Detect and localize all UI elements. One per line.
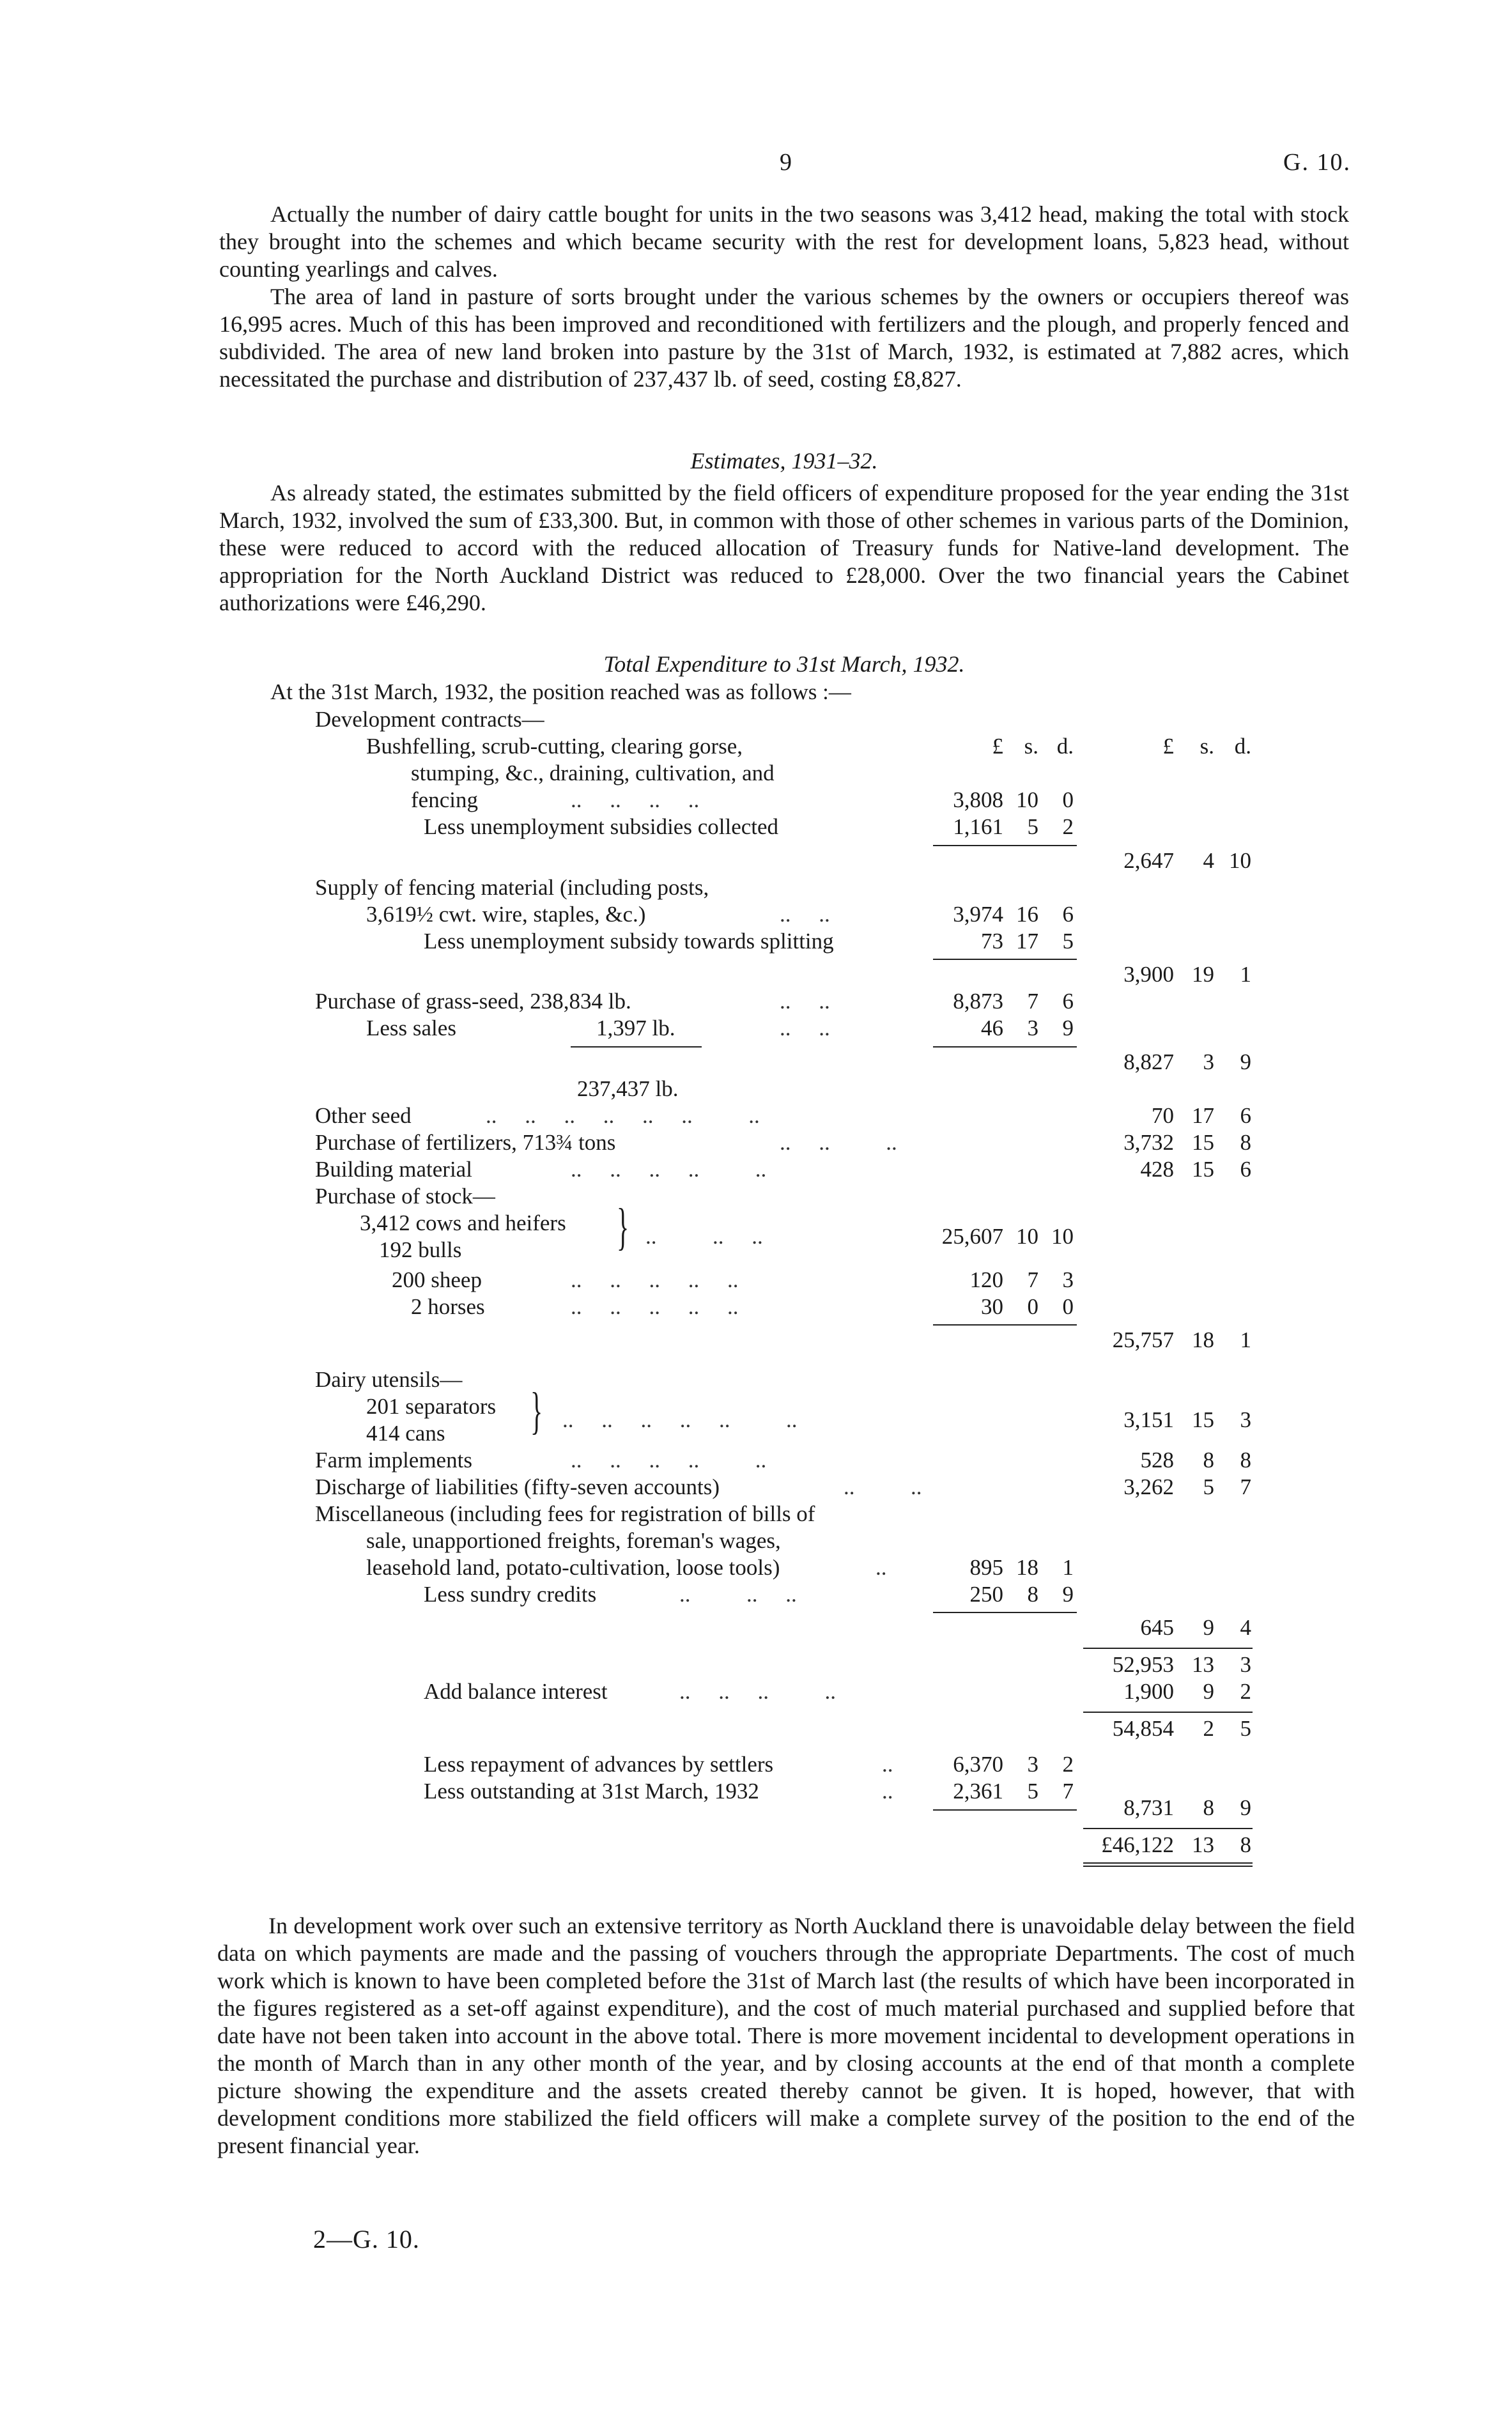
leader-dots: .. .. bbox=[780, 989, 830, 1014]
amount-pounds: 895 bbox=[969, 1555, 1003, 1580]
amount-pounds: 2,361 bbox=[953, 1779, 1003, 1804]
amount-shillings: 8 bbox=[1027, 1582, 1038, 1607]
leader-dots: .. .. bbox=[844, 1474, 922, 1499]
amount-pounds: 528 bbox=[1140, 1448, 1174, 1473]
amount-shillings: 15 bbox=[1192, 1157, 1214, 1182]
amount-pence: 1 bbox=[1240, 962, 1251, 987]
amount-pounds: 120 bbox=[969, 1267, 1003, 1292]
row-label: fencing bbox=[411, 787, 478, 812]
amount-pounds: 8,827 bbox=[1123, 1049, 1174, 1074]
row-label: Dairy utensils— bbox=[315, 1367, 463, 1392]
amount-pence: 2 bbox=[1062, 1752, 1074, 1777]
rule bbox=[933, 845, 1077, 846]
page-number: 9 bbox=[780, 149, 793, 176]
column-header-pounds: £ bbox=[992, 734, 1003, 759]
right-brace-icon: } bbox=[530, 1383, 543, 1439]
amount-pence: 3 bbox=[1240, 1652, 1251, 1677]
amount-pounds: 645 bbox=[1140, 1615, 1174, 1640]
row-label: Miscellaneous (including fees for registration of bills of bbox=[315, 1501, 815, 1526]
leader-dots: .. .. .. .. .. bbox=[571, 1267, 739, 1292]
amount-pence: 4 bbox=[1240, 1615, 1251, 1640]
amount-pence: 9 bbox=[1062, 1582, 1074, 1607]
statement-row bbox=[0, 1581, 1512, 1608]
intro-section bbox=[219, 201, 1349, 393]
amount-pounds: 3,900 bbox=[1123, 962, 1174, 987]
rule bbox=[1083, 1712, 1253, 1713]
statement-row bbox=[0, 787, 1512, 814]
leader-dots: .. .. .. .. .. bbox=[571, 1294, 739, 1319]
amount-shillings: 15 bbox=[1192, 1130, 1214, 1155]
amount-shillings: 10 bbox=[1016, 787, 1038, 812]
estimates-section bbox=[219, 479, 1349, 617]
statement-row bbox=[0, 1527, 1512, 1554]
statement-row bbox=[0, 1237, 1512, 1264]
closing-paragraph: In development work over such an extensive territory as North Auckland there is unavoidable delay between the field data on which payments are made and the passing of vouchers through the appropriate Departments. The cost of much work which is known to have been completed before the 31st of March last (the results of which have been incorporated in the figures registered as a set-off against expenditure), and the cost of much material purchased and supplied before that date have not been taken into account in the above total. There is more movement incidental to development operations in the month of March than in any other month of the year, and by closing accounts at the end of that month a complete picture showing the expenditure and the assets created thereby cannot be given. It is hoped, however, that with development conditions more stabilized the field officers will make a complete survey of the position to the end of the present financial year. bbox=[217, 1913, 1355, 2158]
statement-row bbox=[0, 733, 1512, 760]
leader-dots: .. .. .. .. .. .. .. bbox=[486, 1103, 760, 1128]
amount-pounds: 25,757 bbox=[1112, 1327, 1174, 1352]
amount-pounds: 8,731 bbox=[1123, 1795, 1174, 1820]
row-label: Supply of fencing material (including posts, bbox=[315, 875, 709, 900]
statement-row bbox=[0, 1474, 1512, 1501]
statement-row bbox=[0, 1554, 1512, 1581]
row-label: Less outstanding at 31st March, 1932 bbox=[424, 1779, 759, 1804]
expenditure-intro: At the 31st March, 1932, the position reached was as follows :— bbox=[270, 679, 851, 704]
row-label: Less unemployment subsidies collected bbox=[424, 814, 779, 839]
amount-pence: 7 bbox=[1062, 1779, 1074, 1804]
row-label: 414 cans bbox=[366, 1421, 445, 1446]
rule bbox=[571, 1046, 702, 1048]
statement-row bbox=[0, 1156, 1512, 1183]
statement-row bbox=[0, 1366, 1512, 1393]
grand-total-shillings: 13 bbox=[1192, 1832, 1214, 1857]
amount-pounds: 1,161 bbox=[953, 814, 1003, 839]
amount-pounds: 25,607 bbox=[941, 1224, 1003, 1249]
statement-row bbox=[0, 1076, 1512, 1102]
amount-pounds: 428 bbox=[1140, 1157, 1174, 1182]
amount-pence: 6 bbox=[1062, 989, 1074, 1014]
row-label: Purchase of stock— bbox=[315, 1184, 495, 1209]
amount-shillings: 9 bbox=[1203, 1615, 1214, 1640]
amount-pounds: 1,900 bbox=[1123, 1679, 1174, 1704]
amount-shillings: 9 bbox=[1203, 1679, 1214, 1704]
row-label: 3,412 cows and heifers bbox=[360, 1210, 566, 1235]
row-label: Add balance interest bbox=[424, 1679, 608, 1704]
intro-paragraph-2: The area of land in pasture of sorts brought under the various schemes by the owners or occupiers thereof was 16,995 acres. Much of this has been improved and reconditioned with fertilizers and the plough, and properly fenced and subdivided. The area of new land broken into pasture by the 31st of March, 1932, is estimated at 7,882 acres, which necessitated the purchase and distribution of 237,437 lb. of seed, costing £8,827. bbox=[219, 284, 1349, 392]
amount-shillings: 10 bbox=[1016, 1224, 1038, 1249]
amount-pence: 1 bbox=[1240, 1327, 1251, 1352]
amount-pence: 0 bbox=[1062, 1294, 1074, 1319]
leader-dots: .. .. .. .. .. bbox=[571, 1448, 767, 1473]
statement-row bbox=[0, 1614, 1512, 1641]
amount-pence: 8 bbox=[1240, 1130, 1251, 1155]
statement-row bbox=[0, 874, 1512, 901]
leader-dots: .. .. bbox=[780, 1016, 830, 1040]
leader-dots: .. bbox=[882, 1779, 893, 1804]
statement-row bbox=[0, 988, 1512, 1015]
amount-pence: 6 bbox=[1240, 1103, 1251, 1128]
amount-shillings: 7 bbox=[1027, 1267, 1038, 1292]
statement-row bbox=[0, 1678, 1512, 1705]
amount-pounds: 30 bbox=[981, 1294, 1003, 1319]
amount-pence: 6 bbox=[1240, 1157, 1251, 1182]
statement-row bbox=[0, 1267, 1512, 1294]
rule bbox=[1083, 1862, 1253, 1864]
amount-shillings: 17 bbox=[1016, 929, 1038, 954]
rule bbox=[933, 1324, 1077, 1326]
amount-pounds: 73 bbox=[981, 929, 1003, 954]
document-code: G. 10. bbox=[1283, 149, 1351, 176]
statement-row bbox=[0, 1501, 1512, 1527]
rule bbox=[1083, 1828, 1253, 1829]
amount-shillings: 4 bbox=[1203, 848, 1214, 873]
amount-pence: 3 bbox=[1062, 1267, 1074, 1292]
amount-pence: 5 bbox=[1062, 929, 1074, 954]
statement-row bbox=[0, 814, 1512, 840]
amount-pounds: 3,974 bbox=[953, 902, 1003, 927]
amount-shillings: 5 bbox=[1027, 1779, 1038, 1804]
statement-row bbox=[0, 1447, 1512, 1474]
amount-shillings: 5 bbox=[1203, 1474, 1214, 1499]
leader-dots: .. .. .. .. .. bbox=[571, 1157, 767, 1182]
statement-row bbox=[0, 1715, 1512, 1742]
net-seed-weight: 237,437 lb. bbox=[577, 1076, 679, 1101]
column-header-shillings: s. bbox=[1024, 734, 1038, 759]
amount-pence: 2 bbox=[1240, 1679, 1251, 1704]
amount-pounds: 3,732 bbox=[1123, 1130, 1174, 1155]
amount-pounds: 3,262 bbox=[1123, 1474, 1174, 1499]
leader-dots: .. bbox=[882, 1752, 893, 1777]
statement-row bbox=[0, 1420, 1512, 1447]
amount-pounds: 2,647 bbox=[1123, 848, 1174, 873]
amount-pence: 2 bbox=[1062, 814, 1074, 839]
amount-pence: 1 bbox=[1062, 1555, 1074, 1580]
footer-document-code: 2—G. 10. bbox=[313, 2225, 420, 2254]
row-label: 2 horses bbox=[411, 1294, 485, 1319]
statement-row bbox=[0, 1294, 1512, 1320]
closing-section bbox=[217, 1912, 1355, 2160]
leader-dots: .. .. .. bbox=[645, 1224, 763, 1249]
grand-total-row bbox=[0, 1832, 1512, 1859]
amount-pence: 0 bbox=[1062, 787, 1074, 812]
statement-row bbox=[0, 928, 1512, 955]
row-label: 192 bulls bbox=[379, 1237, 462, 1262]
row-label: Less sundry credits bbox=[424, 1582, 597, 1607]
statement-row bbox=[0, 1129, 1512, 1156]
amount-shillings: 8 bbox=[1203, 1448, 1214, 1473]
amount-pounds: 70 bbox=[1152, 1103, 1174, 1128]
statement-row bbox=[0, 1795, 1512, 1821]
row-label: Purchase of fertilizers, 713¾ tons bbox=[315, 1130, 616, 1155]
amount-pence: 7 bbox=[1240, 1474, 1251, 1499]
amount-shillings: 7 bbox=[1027, 989, 1038, 1014]
estimates-heading: Estimates, 1931–32. bbox=[690, 448, 878, 474]
row-label: Building material bbox=[315, 1157, 472, 1182]
leader-dots: .. .. .. .. .. .. bbox=[562, 1407, 798, 1432]
amount-shillings: 19 bbox=[1192, 962, 1214, 987]
amount-pence: 9 bbox=[1062, 1016, 1074, 1040]
amount-shillings: 17 bbox=[1192, 1103, 1214, 1128]
statement-row bbox=[0, 1327, 1512, 1354]
grand-total-pence: 8 bbox=[1240, 1832, 1251, 1857]
amount-pence: 6 bbox=[1062, 902, 1074, 927]
leader-dots: .. .. .. bbox=[679, 1582, 797, 1607]
expenditure-intro-row bbox=[0, 679, 1512, 706]
statement-row bbox=[0, 1651, 1512, 1678]
amount-pounds: 3,808 bbox=[953, 787, 1003, 812]
amount-pence: 9 bbox=[1240, 1795, 1251, 1820]
row-label: 3,619½ cwt. wire, staples, &c.) bbox=[366, 902, 646, 927]
row-label: Discharge of liabilities (fifty-seven accounts) bbox=[315, 1474, 720, 1499]
amount-pounds: 46 bbox=[981, 1016, 1003, 1040]
row-label: Less sales bbox=[366, 1016, 456, 1040]
row-label: Farm implements bbox=[315, 1448, 472, 1473]
row-label: Less unemployment subsidy towards splitting bbox=[424, 929, 834, 954]
leader-dots: .. .. bbox=[780, 902, 830, 927]
amount-pounds: 54,854 bbox=[1112, 1716, 1174, 1741]
row-label: Purchase of grass-seed, 238,834 lb. bbox=[315, 989, 631, 1014]
rule bbox=[933, 1046, 1077, 1048]
row-label: Other seed bbox=[315, 1103, 412, 1128]
statement-row bbox=[0, 1751, 1512, 1778]
row-label: Less repayment of advances by settlers bbox=[424, 1752, 774, 1777]
column-header-shillings: s. bbox=[1200, 734, 1214, 759]
amount-shillings: 18 bbox=[1016, 1555, 1038, 1580]
amount-pence: 8 bbox=[1240, 1448, 1251, 1473]
amount-shillings: 3 bbox=[1203, 1049, 1214, 1074]
column-header-pounds: £ bbox=[1162, 734, 1174, 759]
amount-pounds: 3,151 bbox=[1123, 1407, 1174, 1432]
statement-row bbox=[0, 706, 1512, 733]
amount-shillings: 13 bbox=[1192, 1652, 1214, 1677]
rule bbox=[933, 959, 1077, 960]
amount-shillings: 2 bbox=[1203, 1716, 1214, 1741]
column-header-pence: d. bbox=[1234, 734, 1251, 759]
rule bbox=[1083, 1648, 1253, 1649]
expenditure-heading: Total Expenditure to 31st March, 1932. bbox=[603, 651, 965, 677]
leader-dots: .. bbox=[876, 1555, 887, 1580]
amount-pounds: 6,370 bbox=[953, 1752, 1003, 1777]
amount-pence: 10 bbox=[1051, 1224, 1074, 1249]
amount-shillings: 3 bbox=[1027, 1752, 1038, 1777]
amount-pounds: 52,953 bbox=[1112, 1652, 1174, 1677]
statement-row bbox=[0, 1049, 1512, 1076]
statement-row bbox=[0, 760, 1512, 787]
rule bbox=[1083, 1866, 1253, 1867]
amount-shillings: 8 bbox=[1203, 1795, 1214, 1820]
right-brace-icon: } bbox=[617, 1199, 629, 1255]
statement-row bbox=[0, 1015, 1512, 1042]
estimates-paragraph: As already stated, the estimates submitted by the field officers of expenditure proposed for the year ending the 31st March, 1932, involved the sum of £33,300. But, in common with those of other schemes in various parts of the Dominion, these were reduced to accord with the reduced allocation of Treasury funds for Native-land development. The appropriation for the North Auckland District was reduced to £28,000. Over the two financial years the Cabinet authorizations were £46,290. bbox=[219, 480, 1349, 615]
leader-dots: .. .. .. .. bbox=[571, 787, 700, 812]
statement-row bbox=[0, 901, 1512, 928]
amount-shillings: 18 bbox=[1192, 1327, 1214, 1352]
statement-row bbox=[0, 847, 1512, 874]
amount-pence: 3 bbox=[1240, 1407, 1251, 1432]
amount-shillings: 16 bbox=[1016, 902, 1038, 927]
amount-shillings: 3 bbox=[1027, 1016, 1038, 1040]
amount-shillings: 15 bbox=[1192, 1407, 1214, 1432]
intro-paragraph-1: Actually the number of dairy cattle bought for units in the two seasons was 3,412 head, making the total with stock they brought into the schemes and which became security with the rest for development loans, 5,823 head, without counting yearlings and calves. bbox=[219, 201, 1349, 282]
row-label: 201 separators bbox=[366, 1394, 497, 1419]
amount-pounds: 250 bbox=[969, 1582, 1003, 1607]
statement-row bbox=[0, 1102, 1512, 1129]
amount-pence: 5 bbox=[1240, 1716, 1251, 1741]
row-label: 200 sheep bbox=[392, 1267, 482, 1292]
amount-pence: 10 bbox=[1229, 848, 1251, 873]
column-header-pence: d. bbox=[1056, 734, 1074, 759]
amount-shillings: 0 bbox=[1027, 1294, 1038, 1319]
amount-shillings: 5 bbox=[1027, 814, 1038, 839]
row-label: Development contracts— bbox=[315, 707, 544, 732]
statement-row bbox=[0, 961, 1512, 988]
leader-dots: .. .. .. .. bbox=[679, 1679, 836, 1704]
leader-dots: .. .. .. bbox=[780, 1130, 897, 1155]
row-label: Bushfelling, scrub-cutting, clearing gorse, bbox=[366, 734, 743, 759]
row-label: sale, unapportioned freights, foreman's wages, bbox=[366, 1528, 781, 1553]
row-label: leasehold land, potato-cultivation, loose tools) bbox=[366, 1555, 780, 1580]
sales-weight: 1,397 lb. bbox=[596, 1016, 675, 1040]
grand-total-pounds: £46,122 bbox=[1101, 1832, 1174, 1857]
amount-pounds: 8,873 bbox=[953, 989, 1003, 1014]
statement-row bbox=[0, 1183, 1512, 1210]
rule bbox=[933, 1612, 1077, 1613]
amount-pence: 9 bbox=[1240, 1049, 1251, 1074]
row-label: stumping, &c., draining, cultivation, and bbox=[411, 761, 775, 785]
